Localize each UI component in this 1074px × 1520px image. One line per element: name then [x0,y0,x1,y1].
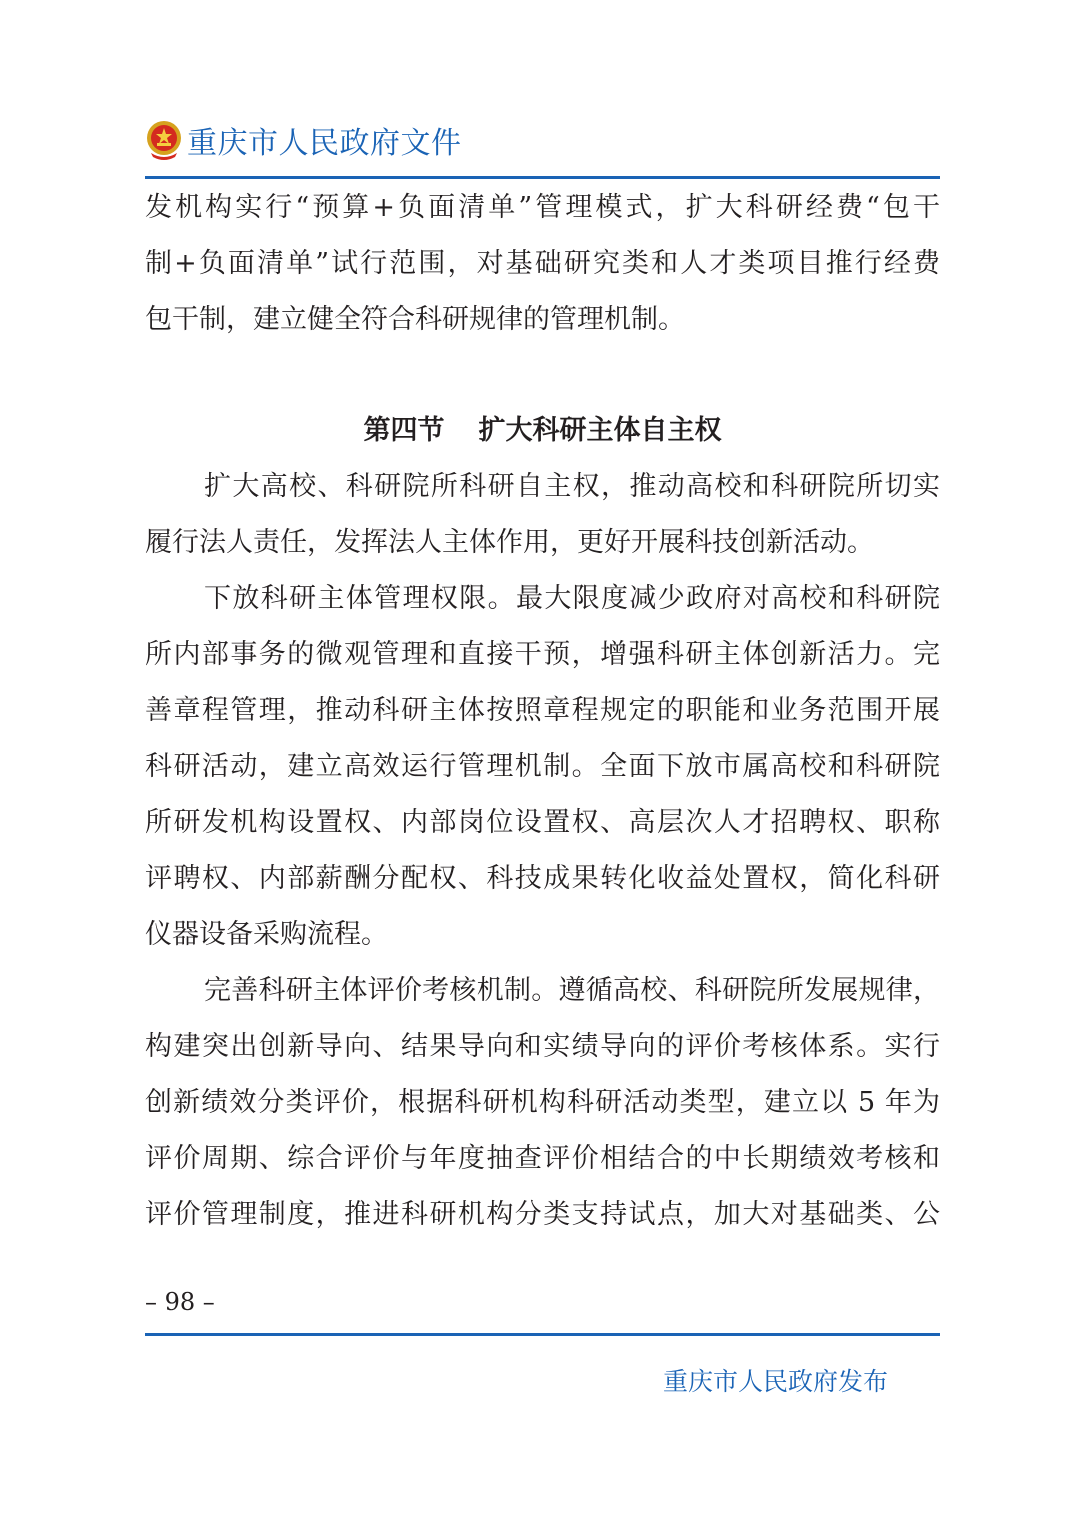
footer-publisher: 重庆市人民政府发布 [663,1367,889,1396]
text-line: 制+负面清单”试行范围，对基础研究类和人才类项目推行经费 [145,248,940,279]
paragraph-1 [145,459,940,571]
national-emblem-icon [145,119,183,161]
text-line: 完善科研主体评价考核机制。遵循高校、科研院所发展规律， [204,975,940,1006]
header-divider [145,176,940,179]
footer-divider [145,1333,940,1336]
section-number: 第四节 [363,415,445,446]
paragraph-2 [145,571,940,963]
text-line: 包干制，建立健全符合科研规律的管理机制。 [145,304,685,335]
page-number: – 98 – [145,1288,215,1316]
text-line: 发机构实行“预算+负面清单”管理模式，扩大科研经费“包干 [145,192,940,223]
text-line: 履行法人责任，发挥法人主体作用，更好开展科技创新活动。 [145,527,874,558]
text-line: 构建突出创新导向、结果导向和实绩导向的评价考核体系。实行 [145,1031,940,1062]
header-title: 重庆市人民政府文件 [187,126,462,161]
text-line: 仪器设备采购流程。 [145,919,388,950]
text-line: 创新绩效分类评价，根据科研机构科研活动类型，建立以 5 年为 [145,1087,940,1118]
text-line: 评价管理制度，推进科研机构分类支持试点，加大对基础类、公 [145,1199,940,1230]
text-line: 下放科研主体管理权限。最大限度减少政府对高校和科研院 [204,583,940,614]
text-line: 所内部事务的微观管理和直接干预，增强科研主体创新活力。完 [145,639,940,670]
text-line: 善章程管理，推动科研主体按照章程规定的职能和业务范围开展 [145,695,940,726]
section-heading [145,403,940,459]
intro-paragraph [145,180,940,348]
paragraph-3 [145,963,940,1243]
text-line: 所研发机构设置权、内部岗位设置权、高层次人才招聘权、职称 [145,807,940,838]
text-line: 扩大高校、科研院所科研自主权，推动高校和科研院所切实 [204,471,940,502]
text-line: 科研活动，建立高效运行管理机制。全面下放市属高校和科研院 [145,751,940,782]
text-line: 评价周期、综合评价与年度抽查评价相结合的中长期绩效考核和 [145,1143,940,1174]
document-header [145,118,462,162]
section-title: 扩大科研主体自主权 [478,415,722,446]
text-line: 评聘权、内部薪酬分配权、科技成果转化收益处置权，简化科研 [145,863,940,894]
